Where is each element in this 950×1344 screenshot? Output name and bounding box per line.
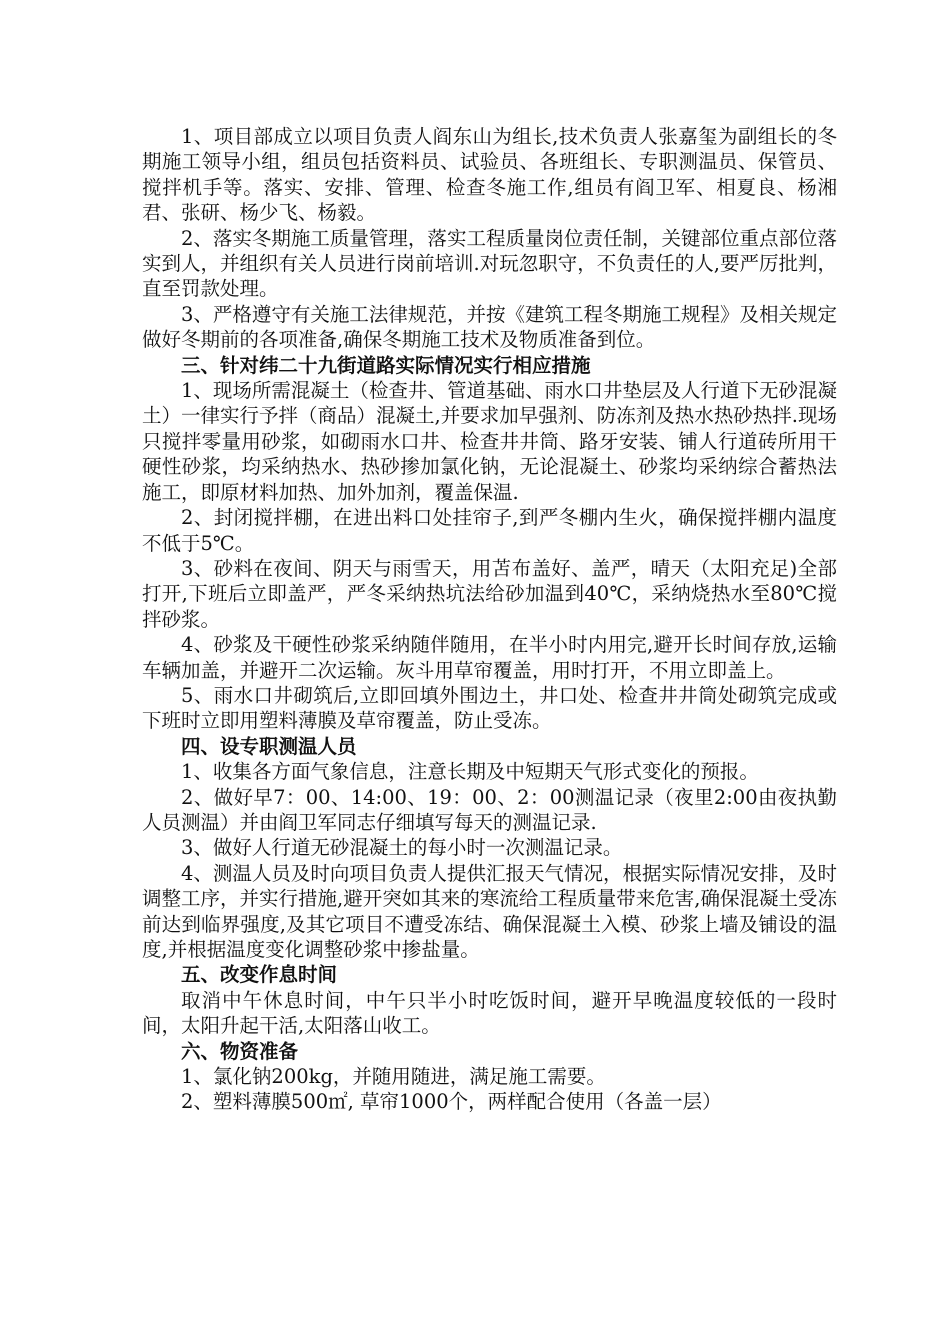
section-heading-materials: 六、物资准备 [181, 1039, 299, 1063]
paragraph-sand: 3、砂料在夜间、阴天与雨雪天，用苫布盖好、盖严，晴天（太阳充足)全部打开,下班后立即盖严，严冬采纳热坑法给砂加温到40℃，采纳烧热水至80℃搅拌砂浆。 [142, 556, 837, 631]
section-heading-measures: 三、针对纬二十九街道路实际情况实行相应措施 [181, 353, 591, 377]
section-heading-work-hours: 五、改变作息时间 [181, 963, 338, 987]
paragraph-temperature-record: 2、做好早7：00、14:00、19：00、2：00测温记录（夜里2:00由夜执勤人员测温）并由阎卫军同志仔细填写每天的测温记录. [142, 785, 837, 834]
section-heading-temperature-staff: 四、设专职测温人员 [181, 734, 357, 758]
paragraph-leadership-group: 1、项目部成立以项目负责人阎东山为组长,技术负责人张嘉玺为副组长的冬期施工领导小组，组员包括资料员、试验员、各班组长、专职测温员、保管员、 搅拌机手等。落实、安排、管理、检查冬施工作,组员有阎卫军、相夏良、杨湘君、张研、杨少飞、杨毅。 [142, 125, 837, 225]
paragraph-mortar: 4、砂浆及干硬性砂浆采纳随伴随用，在半小时内用完,避开长时间存放,运输车辆加盖，并避开二次运输。灰斗用草帘覆盖，用时打开，不用立即盖上。 [142, 633, 837, 682]
paragraph-work-hours: 取消中午休息时间，中午只半小时吃饭时间，避开早晚温度较低的一段时间，太阳升起干活,太阳落山收工。 [142, 988, 837, 1038]
paragraph-rainwater-well: 5、雨水口井砌筑后,立即回填外围边土，井口处、检查井井筒处砌筑完成或下班时立即用塑料薄膜及草帘覆盖，防止受冻。 [142, 683, 837, 733]
paragraph-plastic-film: 2、塑料薄膜500㎡, 草帘1000个，两样配合使用（各盖一层） [181, 1090, 722, 1114]
paragraph-concrete: 1、现场所需混凝土（检查井、管道基础、雨水口井垫层及人行道下无砂混凝土）一律实行予拌（商品）混凝土,并要求加早强剂、防冻剂及热水热砂热拌.现场只搅拌零量用砂浆，如砌雨水口井、检查井井筒、路牙安装、铺人行道砖所用干硬性砂浆，均采纳热水、热砂掺加氯化钠，无论混凝土、砂浆均采纳综合蓄热法施工，即原材料加热、加外加剂，覆盖保温. [142, 379, 837, 504]
paragraph-report-weather: 4、测温人员及时向项目负责人提供汇报天气情况，根据实际情况安排，及时调整工序，并实行措施,避开突如其来的寒流给工程质量带来危害,确保混凝土受冻前达到临界强度,及其它项目不遭受冻结、确保混凝土入模、砂浆上墙及铺设的温度,并根据温度变化调整砂浆中掺盐量。 [142, 861, 837, 961]
paragraph-weather-info: 1、收集各方面气象信息，注意长期及中短期天气形式变化的预报。 [181, 760, 759, 784]
paragraph-follow-regulations: 3、严格遵守有关施工法律规范，并按《建筑工程冬期施工规程》及相关规定做好冬期前的各项准备,确保冬期施工技术及物质准备到位。 [142, 302, 837, 352]
document-body [142, 124, 837, 1115]
paragraph-mixing-shed: 2、封闭搅拌棚，在进出料口处挂帘子,到严冬棚内生火，确保搅拌棚内温度不低于5℃。 [142, 506, 837, 555]
paragraph-sodium-chloride: 1、氯化钠200kg，并随用随进，满足施工需要。 [181, 1065, 606, 1089]
paragraph-quality-management: 2、落实冬期施工质量管理，落实工程质量岗位责任制，关键部位重点部位落实到人，并组织有关人员进行岗前培训.对玩忽职守，不负责任的人,要严厉批判，直至罚款处理。 [142, 226, 837, 301]
paragraph-hourly-record: 3、做好人行道无砂混凝土的每小时一次测温记录。 [181, 836, 623, 860]
